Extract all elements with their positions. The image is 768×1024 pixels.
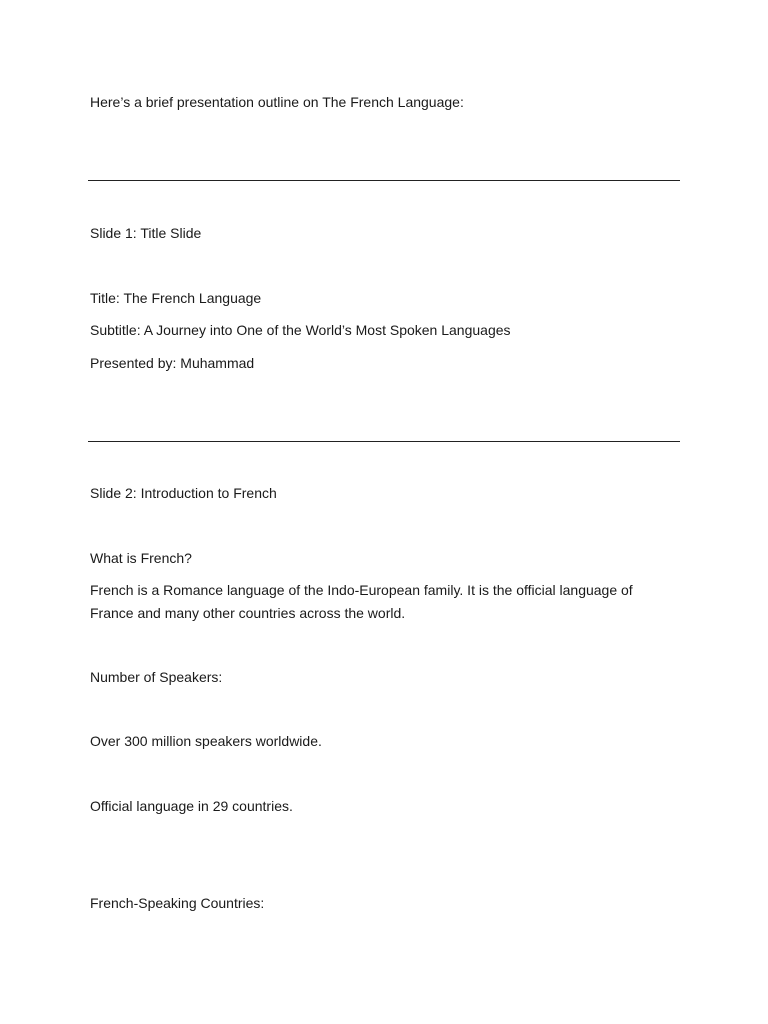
slide1-title: Title: The French Language [90,290,262,306]
slide1-heading: Slide 1: Title Slide [90,225,202,241]
official-count: Official language in 29 countries. [90,798,293,814]
section-divider [88,441,680,442]
slide2-heading: Slide 2: Introduction to French [90,485,277,501]
speakers-count: Over 300 million speakers worldwide. [90,733,322,749]
what-is-french-body: French is a Romance language of the Indo-European family. It is the official language of France and many other countries across the world. [90,582,633,621]
intro-text: Here’s a brief presentation outline on The French Language: [90,94,464,110]
what-is-french-heading: What is French? [90,550,192,566]
section-divider [88,180,680,181]
slide1-presenter: Presented by: Muhammad [90,355,255,371]
slide1-subtitle: Subtitle: A Journey into One of the World’s Most Spoken Languages [90,322,511,338]
speakers-heading: Number of Speakers: [90,669,223,685]
countries-heading: French-Speaking Countries: [90,895,265,911]
